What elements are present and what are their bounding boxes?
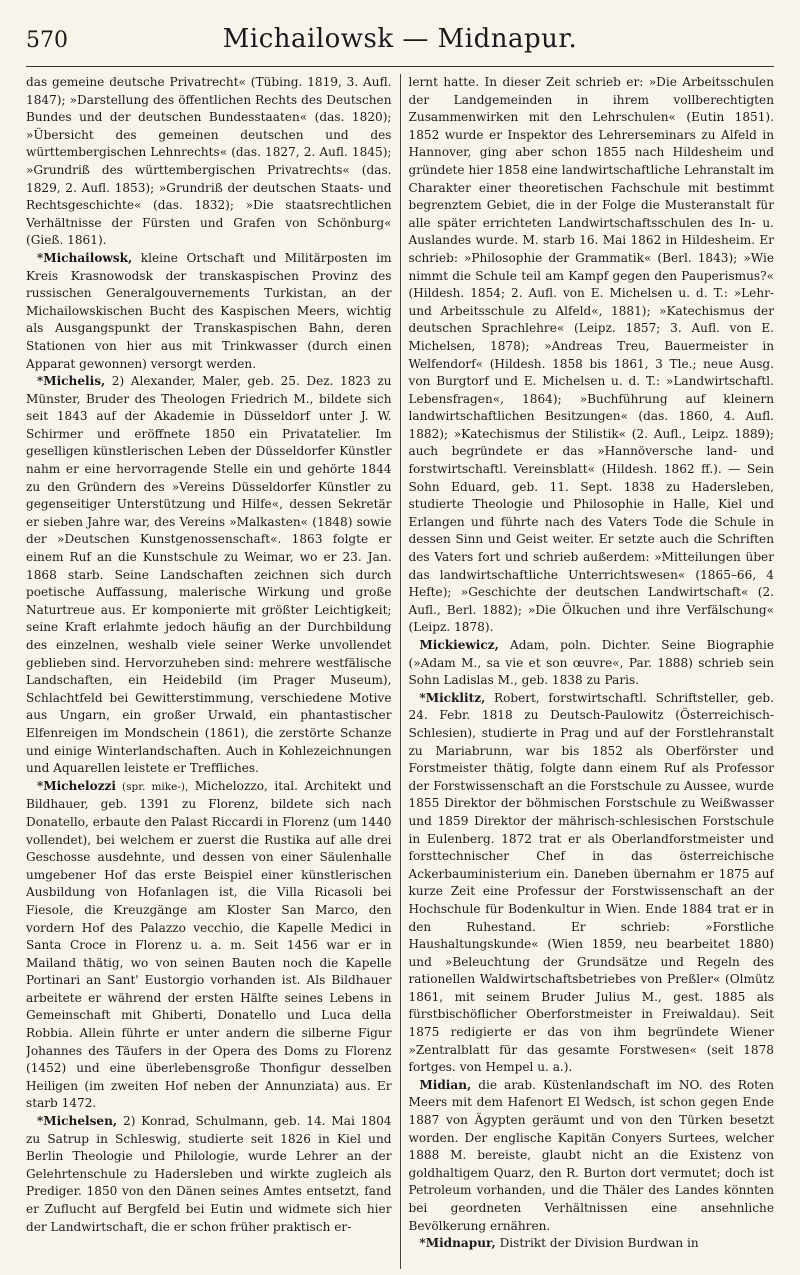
entry-text: Adam, poln. Dichter. Seine Biographie (»Adam M., sa vie et son œuvre«, Par. 1888) schrieb sein Sohn Ladislas M., geb. 1838 zu Paris.: [408, 638, 774, 688]
entry-paragraph: [409, 1235, 775, 1253]
entry-headword: *Midnapur,: [419, 1236, 496, 1251]
entry-headword: *Michelsen,: [36, 1114, 118, 1129]
entry-text: lernt hatte. In dieser Zeit schrieb er: »Die Arbeitsschulen der Landgemeinden in ihrem vollberechtigten Zusammenwirken mit den Lehrschulen« (Eutin 1851). 1852 wurde er Inspektor des Lehrerseminars zu Alfeld in Hannover, ging aber schon 1855 nach Hildesheim und gründete hier 1858 eine landwirtschaftliche Lehranstalt im Charakter einer theoretischen Fachschule mit bestimmt begrenztem Gebiet, die in der Folge die Musteranstalt für alle später errichteten Landwirtschaftsschulen des In- u. Auslandes wurde. M. starb 16. Mai 1862 in Hildesheim. Er schrieb: »Philosophie der Grammatik« (Berl. 1843); »Wie nimmt die Schule teil am Kampf gegen den Pauperismus?« (Hildesh. 1854; 2. Aufl. von E. Michelsen u. d. T.: »Lehr- und Arbeitsschule zu Alfeld«, 1881); »Katechismus der deutschen Sprachlehre« (Leipz. 1857; 3. Aufl. von E. Michelsen, 1878); »Andreas Treu, Bauermeister in Welfendorf« (Hildesh. 1858 bis 1861, 3 Tle.; neue Ausg. von Burgtorf und E. Michelsen u. d. T.: »Landwirtschaftl. Lebensfragen«, 1864); »Buchführung auf kleinern landwirtschaftlichen Besitzungen« (das. 1860, 4. Aufl. 1882); »Katechismus der Stilistik« (2. Aufl., Leipz. 1889); auch begründete er das »Hannöversche land- und forstwirtschaftl. Vereinsblatt« (Hildesh. 1862 ff.). — Sein Sohn Eduard, geb. 11. Sept. 1838 zu Hadersleben, studierte Theologie und Philosophie in Halle, Kiel und Erlangen und führte nach des Vaters Tode die Schule in dessen Sinn und Geist weiter. Er setzte auch die Schriften des Vaters fort und schrieb außerdem: »Mitteilungen über das landwirtschaftliche Unterrichtswesen« (1865–66, 4 Hefte); »Geschichte der deutschen Landwirtschaft« (2. Aufl., Berl. 1882); »Die Ölkuchen und ihre Verfälschung« (Leipz. 1878).: [408, 75, 774, 635]
entry-paragraph: [409, 637, 775, 690]
entry-paragraph: [26, 373, 392, 778]
page-header: [26, 18, 774, 67]
entry-paragraph: [26, 778, 392, 1113]
entry-text: 2) Konrad, Schulmann, geb. 14. Mai 1804 zu Satrup in Schleswig, studierte seit 1826 in Kiel und Berlin Theologie und Philologie, wurde Lehrer an der Gelehrtenschule zu Hadersleben und wirkte zugleich als Prediger. 1850 von den Dänen seines Amtes entsetzt, fand er Zuflucht auf Bergfeld bei Eutin und widmete sich hier der Landwirtschaft, die er schon früher praktisch er-: [26, 1114, 392, 1234]
left-column: [26, 74, 400, 1269]
entry-headword: Mickiewicz,: [419, 638, 499, 652]
entry-paragraph: [26, 250, 392, 373]
entry-text: das gemeine deutsche Privatrecht« (Tübing. 1819, 3. Aufl. 1847); »Darstellung des öffentlichen Rechts des Deutschen Bundes und der deutschen Bundesstaaten« (das. 1820); »Übersicht des gemeinen deutschen und des württembergischen Lehnrechts« (das. 1827, 2. Aufl. 1845); »Grundriß des württembergischen Privatrechts« (das. 1829, 2. Aufl. 1853); »Grundriß der deutschen Staats- und Rechtsgeschichte« (das. 1832); »Die staatsrechtlichen Verhältnisse der Fürsten und Grafen von Schönburg« (Gieß. 1861).: [26, 75, 392, 248]
entry-text: Distrikt der Division Burdwan in: [495, 1236, 699, 1251]
entry-text: 2) Alexander, Maler, geb. 25. Dez. 1823 zu Münster, Bruder des Theologen Friedrich M., bildete sich seit 1843 auf der Akademie in Düsseldorf unter J. W. Schirmer und eröffnete 1850 ein Privatatelier. Im geselligen künstlerischen Leben der Düsseldorfer Künstler nahm er eine hervorragende Stelle ein und gehörte 1844 zu den Gründern des »Vereins Düsseldorfer Künstler zu gegenseitiger Unterstützung und Hilfe«, dessen Sekretär er sieben Jahre war, des Vereins »Malkasten« (1848) sowie der »Deutschen Kunstgenossenschaft«. 1863 folgte er einem Ruf an die Kunstschule zu Weimar, wo er 23. Jan. 1868 starb. Seine Landschaften zeichnen sich durch poetische Auffassung, malerische Wirkung und große Naturtreue aus. Er komponierte mit größter Leichtigkeit; seine Kraft erlahmte jedoch häufig an der Durchbildung des einzelnen, weshalb viele seiner Werke unvollendet geblieben sind. Hervorzuheben sind: mehrere westfälische Landschaften, ein Heidebild (im Prager Museum), Schlachtfeld bei Gewitterstimmung, verschiedene Motive aus Ungarn, ein großer Urwald, ein phantastischer Elfenreigen im Mondschein (1861), die zerstörte Schanze und einige Winterlandschaften. Auch in Kohlezeichnungen und Aquarellen leistete er Treffliches.: [26, 374, 392, 776]
entry-text: Robert, forstwirtschaftl. Schriftsteller, geb. 24. Febr. 1818 zu Deutsch-Paulowitz (Österreichisch-Schlesien), studierte in Prag und auf der Forstlehranstalt zu Mariabrunn, war bis 1852 als Oberförster und Forstmeister thätig, folgte dann einem Ruf als Professor der Forstwissenschaft an die Forstschule zu Aussee, wurde 1855 Direktor der böhmischen Forstschule zu Weißwasser und 1859 Direktor der mährisch-schlesischen Forstschule in Eulenberg. 1872 trat er als Oberlandforstmeister und forsttechnischer Chef in das österreichische Ackerbauministerium ein. Daneben übernahm er 1875 auf kurze Zeit eine Professur der Forstwissenschaft an der Hochschule für Bodenkultur in Wien. Ende 1884 trat er in den Ruhestand. Er schrieb: »Forstliche Haushaltungskunde« (Wien 1859, neu bearbeitet 1880) und »Beleuchtung der Grundsätze und Regeln des rationellen Waldwirtschaftsbetriebes von Preßler« (Olmütz 1861, mit seinem Bruder Julius M., gest. 1885 als fürstbischöflicher Oberforstmeister in Freiwaldau). Seit 1875 redigierte er das von ihm begründete Wiener »Zentralblatt für das gesamte Forstwesen« (seit 1878 fortges. von Hempel u. a.).: [408, 690, 774, 1075]
entry-paragraph: [409, 1077, 775, 1235]
text-columns: [26, 74, 774, 1269]
entry-headword: *Micklitz,: [419, 690, 486, 705]
entry-headword: *Michelozzi: [36, 778, 117, 793]
entry-text: die arab. Küstenlandschaft im NO. des Roten Meers mit dem Hafenort El Wedsch, ist schon gegen Ende 1887 von Ägypten geräumt und von den Türken besetzt worden. Der englische Kapitän Conyers Surtees, welcher 1888 M. bereiste, glaubt nicht an die Existenz von goldhaltigem Quarz, den R. Burton dort vermutet; doch ist Petroleum vorhanden, und die Thäler des Landes könnten bei geordneten Verhältnissen eine ansehnliche Bevölkerung ernähren.: [408, 1077, 774, 1233]
entry-text: kleine Ortschaft und Militärposten im Kreis Krasnowodsk der transkaspischen Provinz des russischen Generalgouvernements Turkistan, an der Michailowskischen Bucht des Kaspischen Meers, wichtig als Ausgangspunkt der Transkaspischen Bahn, deren Stationen von hier aus mit Trinkwasser (durch einen Apparat gewonnen) versorgt werden.: [26, 250, 392, 371]
entry-headword: *Michailowsk,: [36, 250, 133, 265]
entry-paragraph: [26, 74, 392, 250]
page-number: 570: [26, 28, 68, 53]
entry-paragraph: [26, 1113, 392, 1236]
entry-text: Michelozzo, ital. Architekt und Bildhauer, geb. 1391 zu Florenz, bildete sich nach Donatello, erbaute den Palast Riccardi in Florenz (um 1440 vollendet), bei welchem er zuerst die Rustika auf alle drei Geschosse ausdehnte, und dessen von einer Säulenhalle umgebener Hof das erste Beispiel einer künstlerischen Ausbildung von Hofanlagen ist, die Villa Ricasoli bei Fiesole, die Kreuzgänge am Kloster San Marco, den vordern Hof des Palazzo vecchio, die Kapelle Medici in Santa Croce in Florenz u. a. m. Seit 1456 war er in Mailand thätig, wo von seinen Bauten noch die Kapelle Portinari an Sant' Eustorgio vorhanden ist. Als Bildhauer arbeitete er während der ersten Hälfte seines Lebens in Gemeinschaft mit Ghiberti, Donatello und Luca della Robbia. Allein führte er unter andern die silberne Figur Johannes des Täufers in der Opera des Doms zu Florenz (1452) und eine überlebensgroße Thonfigur desselben Heiligen (im zweiten Hof neben der Annunziata) aus. Er starb 1472.: [26, 778, 392, 1111]
entry-headword: Midian,: [419, 1077, 472, 1092]
entry-paragraph: [409, 690, 775, 1077]
running-head: Michailowsk — Midnapur.: [222, 24, 578, 54]
right-column: [401, 74, 775, 1269]
entry-paragraph: [409, 74, 775, 637]
pronunciation-note: (spr. mike-),: [116, 780, 189, 793]
entry-headword: *Michelis,: [36, 374, 106, 389]
